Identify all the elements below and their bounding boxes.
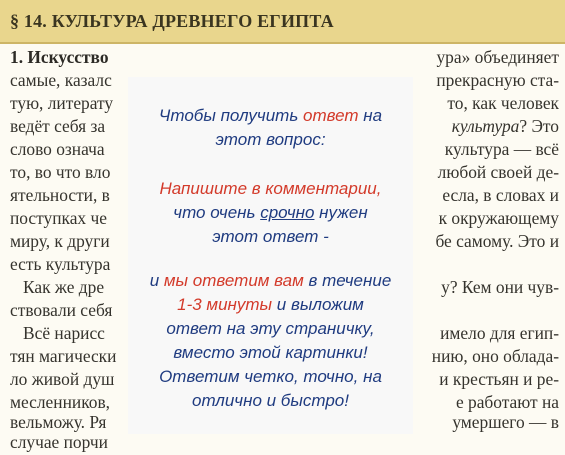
line-left: слово означа — [10, 139, 105, 159]
overlay-line: ответ на эту страничку, — [166, 319, 375, 338]
line-right: ура» объединяет — [436, 47, 559, 67]
paragraph-heading: 1. Искусство — [10, 47, 109, 67]
highlight-minutes: 1-3 минуты — [177, 295, 273, 314]
line-right: любой своей де- — [437, 162, 559, 182]
line-left: вельможу. Ря — [10, 412, 107, 432]
overlay-line: отлично и быстро! — [192, 391, 349, 410]
line-right: ? Это — [519, 116, 559, 136]
line-right: есла, в словах и — [442, 185, 559, 205]
line-right: то, как человек — [447, 93, 559, 113]
section-title: § 14. КУЛЬТУРА ДРЕВНЕГО ЕГИПТА — [10, 11, 334, 31]
overlay-line: вместо этой картинки! — [173, 343, 368, 362]
line-left: самые, казалс — [10, 70, 112, 90]
answer-request-overlay — [128, 77, 413, 434]
line-left: тую, литерату — [10, 93, 114, 113]
line-right: умершего — в — [452, 412, 559, 432]
line-right: к окружающему — [438, 208, 559, 228]
line-left: то, во что вло — [10, 162, 111, 182]
overlay-line: что очень срочно нужен — [173, 203, 368, 222]
line-left: миру, к други — [10, 231, 110, 251]
line-left: Как же дре — [10, 277, 105, 297]
line-left: ятельности, в — [10, 185, 110, 205]
overlay-line: и мы ответим вам в течение — [149, 271, 392, 290]
line-right: у? Кем они чув- — [441, 277, 559, 297]
underlined-urgent: срочно — [260, 203, 315, 222]
italic-term: культура — [451, 116, 520, 136]
line-left: поступках че — [10, 208, 107, 228]
overlay-line: Ответим четко, точно, на — [159, 367, 382, 386]
overlay-line: этот вопрос: — [215, 130, 326, 149]
line-left: случае порчи — [10, 432, 108, 452]
line-right: имело для егип- — [440, 323, 559, 343]
line-left: Всё нарисс — [10, 323, 105, 343]
text-line — [0, 47, 565, 70]
line-right: культура — всё — [444, 139, 559, 159]
line-left: ло живой душ — [10, 369, 115, 389]
line-left: месленников, — [10, 392, 111, 412]
line-left: ствовали себя — [10, 300, 113, 320]
highlight-answer: ответ — [302, 106, 359, 125]
line-right: е работают на — [455, 392, 559, 412]
line-left: тян магически — [10, 346, 117, 366]
overlay-line: Чтобы получить ответ на — [158, 106, 383, 125]
line-left: ведёт себя за — [10, 116, 106, 136]
line-right: нию, оно облада- — [431, 346, 559, 366]
line-right: бе самому. Это и — [435, 231, 559, 251]
line-right: прекрасную ста- — [436, 70, 559, 90]
overlay-line: 1-3 минуты и выложим — [177, 295, 364, 314]
line-left: есть культура — [10, 254, 111, 274]
text-line — [0, 432, 565, 455]
overlay-line: Напишите в комментарии, — [159, 179, 382, 198]
line-right: и крестьян и ре- — [439, 369, 559, 389]
highlight-we-answer: мы ответим вам — [163, 271, 304, 290]
overlay-line: этот ответ - — [212, 227, 329, 246]
